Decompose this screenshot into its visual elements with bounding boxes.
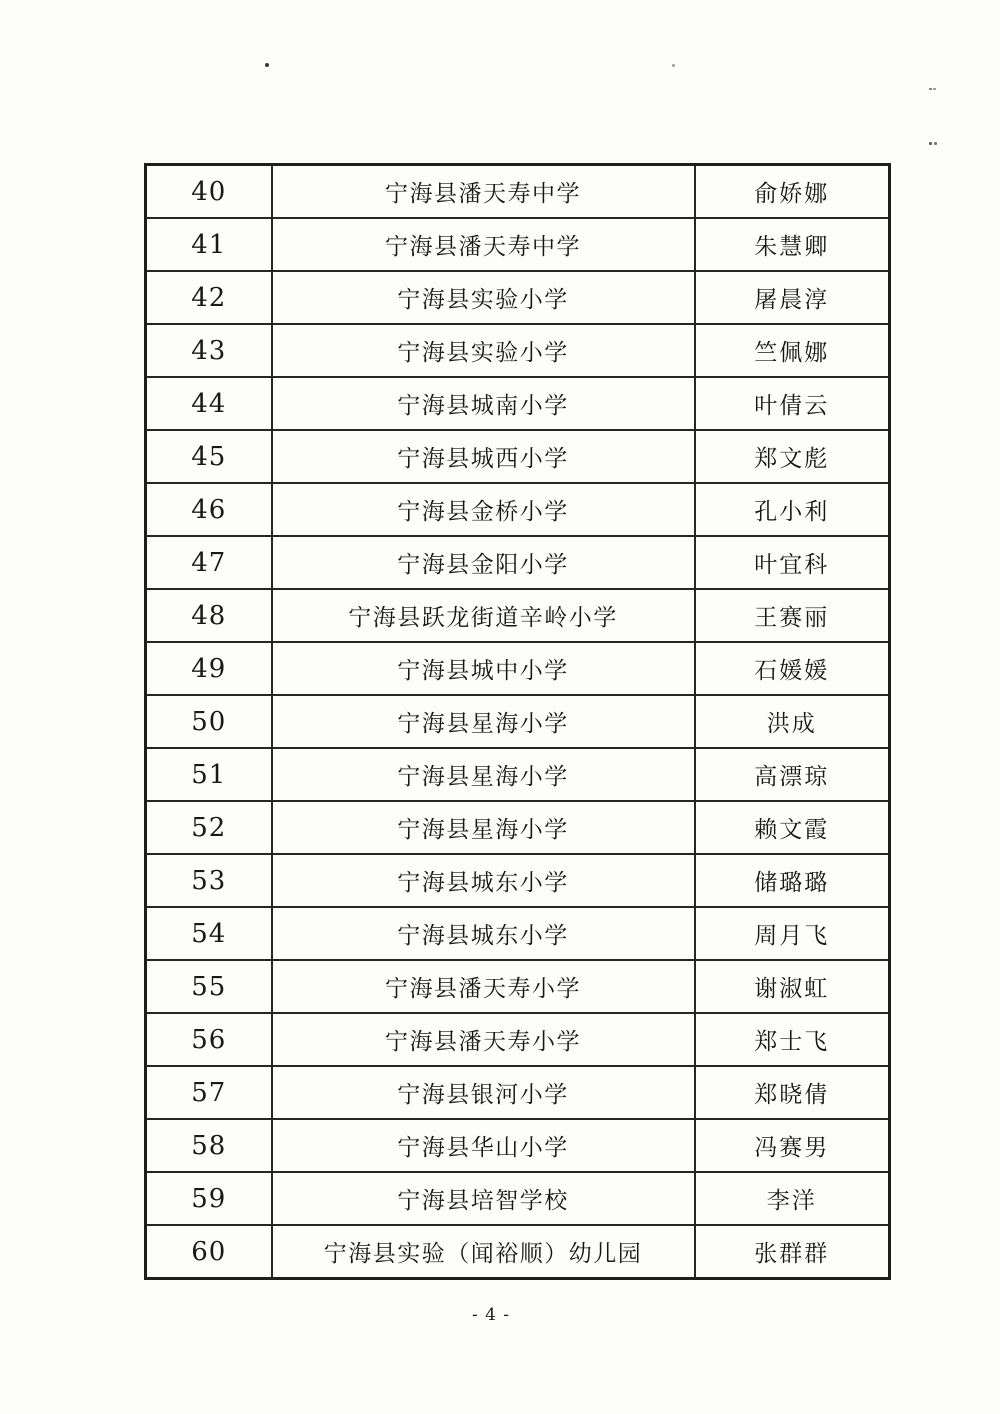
table-row: [146, 483, 890, 536]
teacher-name-cell: 储璐璐: [695, 854, 890, 907]
page-number: - 4 -: [471, 1305, 511, 1325]
school-name-cell: 宁海县城东小学: [272, 854, 695, 907]
scan-speck: [929, 88, 932, 90]
row-number-cell: 41: [146, 218, 272, 271]
school-name-cell: 宁海县实验（闻裕顺）幼儿园: [272, 1225, 695, 1279]
school-name-cell: 宁海县华山小学: [272, 1119, 695, 1172]
school-name-cell: 宁海县跃龙街道辛岭小学: [272, 589, 695, 642]
school-name-cell: 宁海县城西小学: [272, 430, 695, 483]
table-row: [146, 324, 890, 377]
scan-speck: [265, 63, 269, 67]
row-number-cell: 51: [146, 748, 272, 801]
scan-speck: [929, 142, 932, 145]
row-number-cell: 47: [146, 536, 272, 589]
teacher-name-cell: 冯赛男: [695, 1119, 890, 1172]
row-number-cell: 49: [146, 642, 272, 695]
roster-table-body: [146, 165, 890, 1279]
school-name-cell: 宁海县金桥小学: [272, 483, 695, 536]
school-name-cell: 宁海县潘天寿小学: [272, 960, 695, 1013]
row-number-cell: 59: [146, 1172, 272, 1225]
table-row: [146, 854, 890, 907]
table-row: [146, 695, 890, 748]
table-row: [146, 218, 890, 271]
school-name-cell: 宁海县银河小学: [272, 1066, 695, 1119]
teacher-name-cell: 周月飞: [695, 907, 890, 960]
school-name-cell: 宁海县星海小学: [272, 801, 695, 854]
school-name-cell: 宁海县星海小学: [272, 748, 695, 801]
teacher-name-cell: 王赛丽: [695, 589, 890, 642]
row-number-cell: 58: [146, 1119, 272, 1172]
table-row: [146, 1172, 890, 1225]
school-name-cell: 宁海县城东小学: [272, 907, 695, 960]
teacher-name-cell: 郑晓倩: [695, 1066, 890, 1119]
row-number-cell: 42: [146, 271, 272, 324]
scan-speck: [672, 64, 675, 67]
row-number-cell: 60: [146, 1225, 272, 1279]
row-number-cell: 40: [146, 165, 272, 219]
row-number-cell: 56: [146, 1013, 272, 1066]
table-row: [146, 271, 890, 324]
row-number-cell: 43: [146, 324, 272, 377]
teacher-name-cell: 孔小利: [695, 483, 890, 536]
row-number-cell: 45: [146, 430, 272, 483]
row-number-cell: 46: [146, 483, 272, 536]
table-row: [146, 801, 890, 854]
row-number-cell: 52: [146, 801, 272, 854]
teacher-name-cell: 郑士飞: [695, 1013, 890, 1066]
teacher-name-cell: 叶倩云: [695, 377, 890, 430]
teacher-name-cell: 谢淑虹: [695, 960, 890, 1013]
table-row: [146, 642, 890, 695]
school-name-cell: 宁海县实验小学: [272, 324, 695, 377]
school-name-cell: 宁海县潘天寿小学: [272, 1013, 695, 1066]
school-name-cell: 宁海县金阳小学: [272, 536, 695, 589]
row-number-cell: 50: [146, 695, 272, 748]
table-row: [146, 907, 890, 960]
teacher-name-cell: 郑文彪: [695, 430, 890, 483]
row-number-cell: 44: [146, 377, 272, 430]
table-row: [146, 960, 890, 1013]
teacher-name-cell: 叶宜科: [695, 536, 890, 589]
table-row: [146, 165, 890, 219]
teacher-name-cell: 洪成: [695, 695, 890, 748]
table-row: [146, 1225, 890, 1279]
table-row: [146, 1013, 890, 1066]
teacher-name-cell: 高漂琼: [695, 748, 890, 801]
teacher-name-cell: 张群群: [695, 1225, 890, 1279]
school-name-cell: 宁海县潘天寿中学: [272, 165, 695, 219]
school-name-cell: 宁海县城南小学: [272, 377, 695, 430]
school-name-cell: 宁海县星海小学: [272, 695, 695, 748]
table-row: [146, 1119, 890, 1172]
school-name-cell: 宁海县城中小学: [272, 642, 695, 695]
table-row: [146, 1066, 890, 1119]
row-number-cell: 55: [146, 960, 272, 1013]
table-row: [146, 430, 890, 483]
school-name-cell: 宁海县潘天寿中学: [272, 218, 695, 271]
row-number-cell: 53: [146, 854, 272, 907]
row-number-cell: 57: [146, 1066, 272, 1119]
school-name-cell: 宁海县培智学校: [272, 1172, 695, 1225]
teacher-name-cell: 竺佩娜: [695, 324, 890, 377]
teacher-name-cell: 赖文霞: [695, 801, 890, 854]
teacher-name-cell: 朱慧卿: [695, 218, 890, 271]
row-number-cell: 54: [146, 907, 272, 960]
teacher-name-cell: 石媛媛: [695, 642, 890, 695]
row-number-cell: 48: [146, 589, 272, 642]
school-name-cell: 宁海县实验小学: [272, 271, 695, 324]
teacher-name-cell: 屠晨淳: [695, 271, 890, 324]
teacher-name-cell: 俞娇娜: [695, 165, 890, 219]
table-row: [146, 748, 890, 801]
table-row: [146, 589, 890, 642]
table-row: [146, 536, 890, 589]
teacher-name-cell: 李洋: [695, 1172, 890, 1225]
table-row: [146, 377, 890, 430]
roster-table: [144, 163, 891, 1280]
